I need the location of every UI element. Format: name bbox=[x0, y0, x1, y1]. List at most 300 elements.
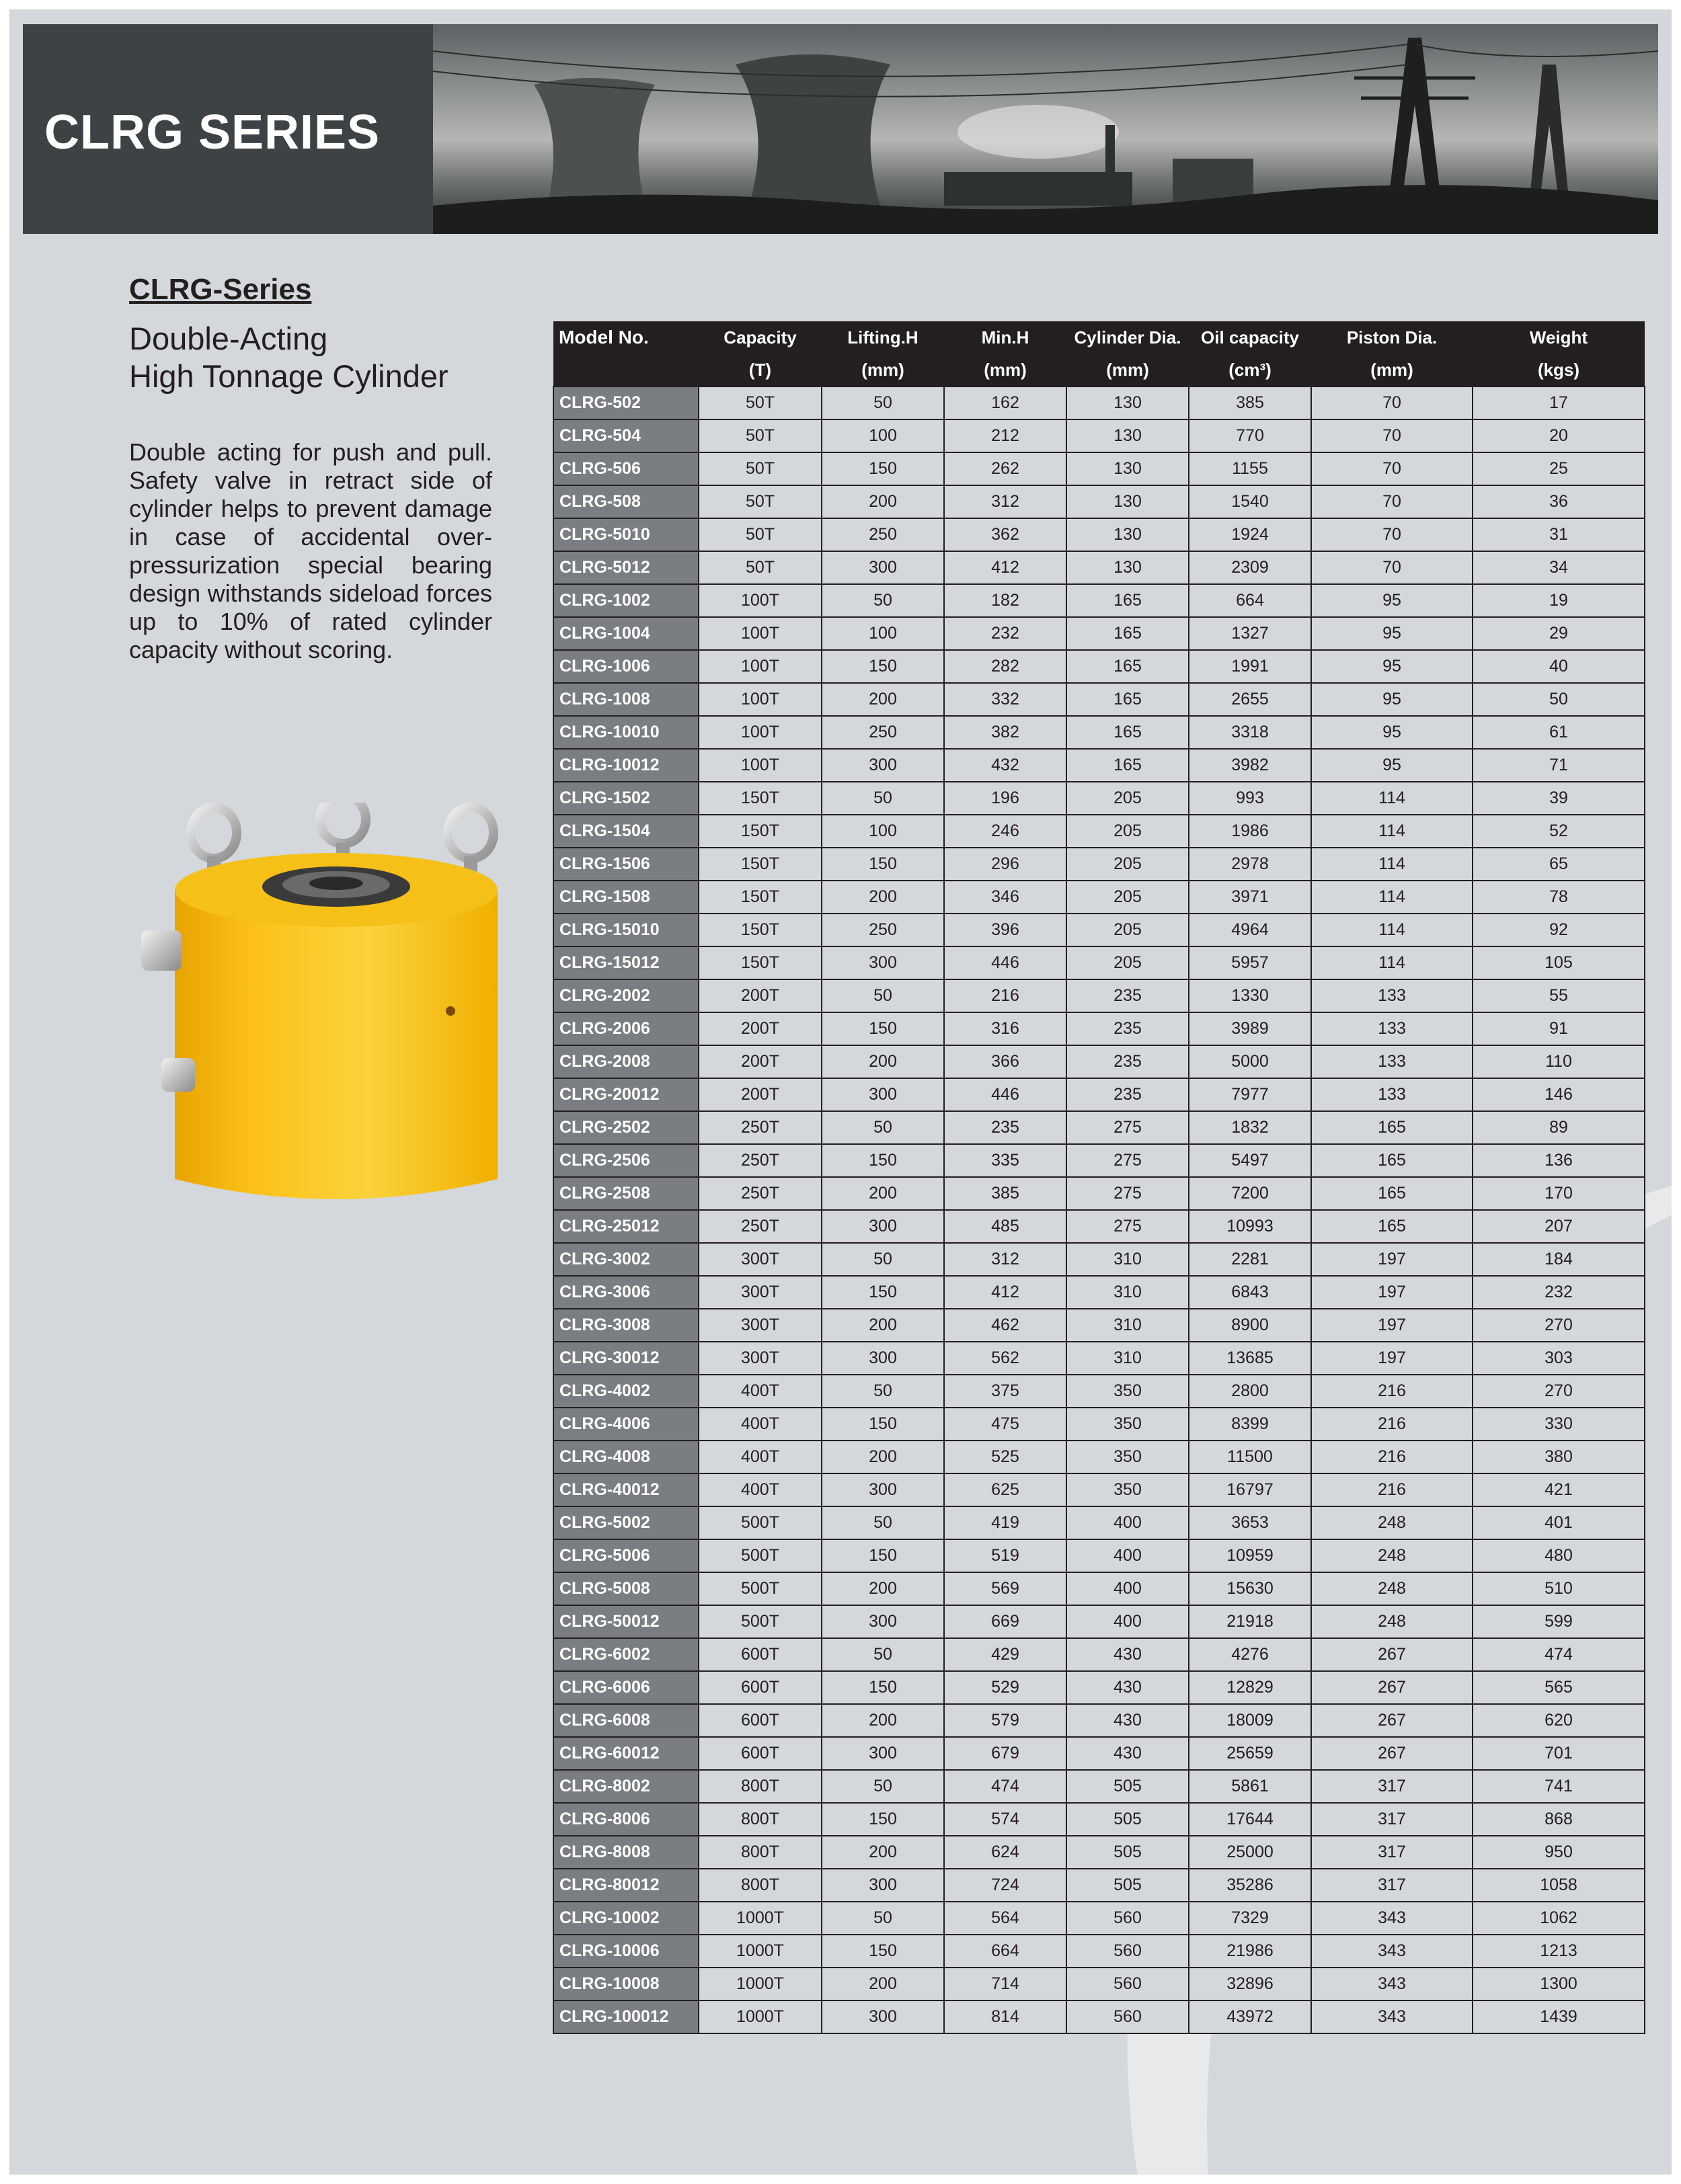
cell-cylinder-dia: 165 bbox=[1066, 617, 1189, 650]
cell-oil-capacity: 8399 bbox=[1189, 1408, 1311, 1441]
cell-capacity: 150T bbox=[699, 946, 822, 979]
header-model-no: Model No. bbox=[553, 321, 699, 354]
cell-capacity: 300T bbox=[699, 1276, 822, 1309]
cell-model-no: CLRG-100012 bbox=[553, 2000, 699, 2033]
cell-weight: 52 bbox=[1473, 815, 1645, 848]
cell-min-h: 625 bbox=[944, 1473, 1066, 1506]
cell-capacity: 600T bbox=[699, 1638, 822, 1671]
cell-lifting-h: 300 bbox=[822, 1869, 944, 1902]
cell-oil-capacity: 5957 bbox=[1189, 946, 1311, 979]
cell-weight: 1062 bbox=[1473, 1902, 1645, 1935]
cell-piston-dia: 95 bbox=[1311, 617, 1473, 650]
cell-model-no: CLRG-5012 bbox=[553, 551, 699, 584]
cell-capacity: 50T bbox=[699, 419, 822, 452]
cell-oil-capacity: 2800 bbox=[1189, 1375, 1311, 1408]
cell-min-h: 335 bbox=[944, 1144, 1066, 1177]
table-row bbox=[553, 1276, 1645, 1309]
cell-piston-dia: 133 bbox=[1311, 1045, 1473, 1078]
cell-min-h: 624 bbox=[944, 1836, 1066, 1869]
cell-lifting-h: 50 bbox=[822, 1375, 944, 1408]
cell-model-no: CLRG-3002 bbox=[553, 1243, 699, 1276]
cell-piston-dia: 114 bbox=[1311, 881, 1473, 914]
cell-oil-capacity: 1832 bbox=[1189, 1111, 1311, 1144]
cell-cylinder-dia: 275 bbox=[1066, 1177, 1189, 1210]
cell-min-h: 316 bbox=[944, 1012, 1066, 1045]
cell-oil-capacity: 13685 bbox=[1189, 1342, 1311, 1375]
cell-oil-capacity: 385 bbox=[1189, 387, 1311, 419]
table-row bbox=[553, 749, 1645, 782]
cell-min-h: 396 bbox=[944, 914, 1066, 946]
subtitle-line-1: Double-Acting bbox=[129, 321, 328, 356]
cell-min-h: 564 bbox=[944, 1902, 1066, 1935]
cell-cylinder-dia: 430 bbox=[1066, 1671, 1189, 1704]
cell-weight: 65 bbox=[1473, 848, 1645, 881]
cell-lifting-h: 50 bbox=[822, 979, 944, 1012]
cell-piston-dia: 343 bbox=[1311, 1968, 1473, 2000]
cell-weight: 474 bbox=[1473, 1638, 1645, 1671]
cell-weight: 17 bbox=[1473, 387, 1645, 419]
cell-cylinder-dia: 430 bbox=[1066, 1737, 1189, 1770]
cell-lifting-h: 300 bbox=[822, 1078, 944, 1111]
cell-oil-capacity: 3318 bbox=[1189, 716, 1311, 749]
title-block bbox=[23, 24, 433, 234]
cell-cylinder-dia: 130 bbox=[1066, 551, 1189, 584]
cell-piston-dia: 317 bbox=[1311, 1836, 1473, 1869]
cell-min-h: 419 bbox=[944, 1506, 1066, 1539]
cell-model-no: CLRG-3008 bbox=[553, 1309, 699, 1342]
cell-capacity: 500T bbox=[699, 1572, 822, 1605]
cell-cylinder-dia: 430 bbox=[1066, 1638, 1189, 1671]
cell-oil-capacity: 3653 bbox=[1189, 1506, 1311, 1539]
cell-min-h: 525 bbox=[944, 1441, 1066, 1473]
cell-piston-dia: 95 bbox=[1311, 683, 1473, 716]
table-row bbox=[553, 1803, 1645, 1836]
cell-weight: 599 bbox=[1473, 1605, 1645, 1638]
cell-model-no: CLRG-10010 bbox=[553, 716, 699, 749]
cell-min-h: 385 bbox=[944, 1177, 1066, 1210]
cell-weight: 184 bbox=[1473, 1243, 1645, 1276]
cell-oil-capacity: 6843 bbox=[1189, 1276, 1311, 1309]
cell-capacity: 250T bbox=[699, 1177, 822, 1210]
cell-weight: 29 bbox=[1473, 617, 1645, 650]
cell-cylinder-dia: 400 bbox=[1066, 1605, 1189, 1638]
cell-piston-dia: 343 bbox=[1311, 1935, 1473, 1968]
table-row bbox=[553, 1177, 1645, 1210]
header-row-1 bbox=[553, 321, 1645, 354]
cell-oil-capacity: 21918 bbox=[1189, 1605, 1311, 1638]
cell-model-no: CLRG-2506 bbox=[553, 1144, 699, 1177]
cell-cylinder-dia: 560 bbox=[1066, 1968, 1189, 2000]
cell-min-h: 475 bbox=[944, 1408, 1066, 1441]
cell-cylinder-dia: 165 bbox=[1066, 683, 1189, 716]
series-title: CLRG-Series bbox=[129, 273, 312, 306]
cell-oil-capacity: 2309 bbox=[1189, 551, 1311, 584]
cell-lifting-h: 200 bbox=[822, 1441, 944, 1473]
cell-oil-capacity: 5497 bbox=[1189, 1144, 1311, 1177]
table-row bbox=[553, 1144, 1645, 1177]
cell-min-h: 375 bbox=[944, 1375, 1066, 1408]
cell-weight: 1058 bbox=[1473, 1869, 1645, 1902]
cell-oil-capacity: 7977 bbox=[1189, 1078, 1311, 1111]
cell-weight: 146 bbox=[1473, 1078, 1645, 1111]
header-capacity: Capacity bbox=[699, 321, 822, 354]
cell-min-h: 669 bbox=[944, 1605, 1066, 1638]
cell-cylinder-dia: 560 bbox=[1066, 2000, 1189, 2033]
cell-capacity: 200T bbox=[699, 1012, 822, 1045]
unit-oil-capacity: (cm³) bbox=[1189, 354, 1311, 387]
cell-oil-capacity: 1986 bbox=[1189, 815, 1311, 848]
cell-min-h: 485 bbox=[944, 1210, 1066, 1243]
cell-piston-dia: 95 bbox=[1311, 716, 1473, 749]
cell-lifting-h: 300 bbox=[822, 1210, 944, 1243]
cell-oil-capacity: 16797 bbox=[1189, 1473, 1311, 1506]
table-row bbox=[553, 815, 1645, 848]
cell-piston-dia: 70 bbox=[1311, 419, 1473, 452]
cell-weight: 510 bbox=[1473, 1572, 1645, 1605]
cell-piston-dia: 267 bbox=[1311, 1737, 1473, 1770]
cell-model-no: CLRG-10002 bbox=[553, 1902, 699, 1935]
cell-capacity: 50T bbox=[699, 452, 822, 485]
cell-weight: 31 bbox=[1473, 518, 1645, 551]
cell-min-h: 529 bbox=[944, 1671, 1066, 1704]
cell-piston-dia: 197 bbox=[1311, 1309, 1473, 1342]
cell-model-no: CLRG-1506 bbox=[553, 848, 699, 881]
cell-min-h: 429 bbox=[944, 1638, 1066, 1671]
cell-oil-capacity: 1924 bbox=[1189, 518, 1311, 551]
cell-capacity: 500T bbox=[699, 1539, 822, 1572]
cell-model-no: CLRG-6008 bbox=[553, 1704, 699, 1737]
cell-cylinder-dia: 205 bbox=[1066, 782, 1189, 815]
cell-model-no: CLRG-506 bbox=[553, 452, 699, 485]
cell-weight: 19 bbox=[1473, 584, 1645, 617]
table-row bbox=[553, 848, 1645, 881]
cell-capacity: 1000T bbox=[699, 1902, 822, 1935]
cell-capacity: 1000T bbox=[699, 1968, 822, 2000]
cell-piston-dia: 317 bbox=[1311, 1803, 1473, 1836]
cylinder-product-image bbox=[134, 803, 511, 1219]
header-row-units bbox=[553, 354, 1645, 387]
cell-cylinder-dia: 310 bbox=[1066, 1276, 1189, 1309]
table-row bbox=[553, 1539, 1645, 1572]
cell-capacity: 50T bbox=[699, 518, 822, 551]
banner-illustration bbox=[433, 24, 1658, 234]
cell-lifting-h: 200 bbox=[822, 1309, 944, 1342]
cell-model-no: CLRG-5010 bbox=[553, 518, 699, 551]
cell-model-no: CLRG-8006 bbox=[553, 1803, 699, 1836]
cell-oil-capacity: 17644 bbox=[1189, 1803, 1311, 1836]
cell-min-h: 282 bbox=[944, 650, 1066, 683]
cell-piston-dia: 343 bbox=[1311, 1902, 1473, 1935]
cell-capacity: 800T bbox=[699, 1869, 822, 1902]
cell-lifting-h: 100 bbox=[822, 419, 944, 452]
cell-lifting-h: 100 bbox=[822, 815, 944, 848]
cell-piston-dia: 317 bbox=[1311, 1770, 1473, 1803]
unit-capacity: (T) bbox=[699, 354, 822, 387]
cell-model-no: CLRG-4008 bbox=[553, 1441, 699, 1473]
cell-oil-capacity: 664 bbox=[1189, 584, 1311, 617]
cell-cylinder-dia: 310 bbox=[1066, 1309, 1189, 1342]
cell-cylinder-dia: 350 bbox=[1066, 1441, 1189, 1473]
cell-piston-dia: 267 bbox=[1311, 1638, 1473, 1671]
cell-oil-capacity: 43972 bbox=[1189, 2000, 1311, 2033]
table-row bbox=[553, 782, 1645, 815]
cell-weight: 270 bbox=[1473, 1375, 1645, 1408]
cell-lifting-h: 200 bbox=[822, 1968, 944, 2000]
product-subtitle bbox=[129, 320, 506, 395]
cell-min-h: 182 bbox=[944, 584, 1066, 617]
table-row bbox=[553, 914, 1645, 946]
cell-capacity: 800T bbox=[699, 1803, 822, 1836]
cell-lifting-h: 150 bbox=[822, 1671, 944, 1704]
header-cylinder-dia: Cylinder Dia. bbox=[1066, 321, 1189, 354]
cell-piston-dia: 216 bbox=[1311, 1375, 1473, 1408]
cell-piston-dia: 70 bbox=[1311, 387, 1473, 419]
cell-min-h: 362 bbox=[944, 518, 1066, 551]
header bbox=[23, 24, 1658, 234]
cell-capacity: 300T bbox=[699, 1342, 822, 1375]
cell-weight: 303 bbox=[1473, 1342, 1645, 1375]
table-row bbox=[553, 881, 1645, 914]
cell-lifting-h: 200 bbox=[822, 1177, 944, 1210]
cell-oil-capacity: 1991 bbox=[1189, 650, 1311, 683]
cell-lifting-h: 300 bbox=[822, 946, 944, 979]
cell-oil-capacity: 3989 bbox=[1189, 1012, 1311, 1045]
cell-lifting-h: 50 bbox=[822, 782, 944, 815]
cell-lifting-h: 300 bbox=[822, 1473, 944, 1506]
cell-lifting-h: 150 bbox=[822, 1803, 944, 1836]
cell-weight: 34 bbox=[1473, 551, 1645, 584]
cell-cylinder-dia: 560 bbox=[1066, 1935, 1189, 1968]
cell-weight: 380 bbox=[1473, 1441, 1645, 1473]
cell-lifting-h: 150 bbox=[822, 1935, 944, 1968]
cell-lifting-h: 300 bbox=[822, 2000, 944, 2033]
cell-lifting-h: 300 bbox=[822, 1605, 944, 1638]
cell-cylinder-dia: 165 bbox=[1066, 584, 1189, 617]
table-row bbox=[553, 551, 1645, 584]
cell-piston-dia: 95 bbox=[1311, 584, 1473, 617]
cell-piston-dia: 165 bbox=[1311, 1210, 1473, 1243]
cell-min-h: 474 bbox=[944, 1770, 1066, 1803]
table-row bbox=[553, 1605, 1645, 1638]
table-row bbox=[553, 584, 1645, 617]
cell-model-no: CLRG-1502 bbox=[553, 782, 699, 815]
cell-cylinder-dia: 310 bbox=[1066, 1342, 1189, 1375]
cell-model-no: CLRG-5002 bbox=[553, 1506, 699, 1539]
cell-cylinder-dia: 165 bbox=[1066, 650, 1189, 683]
cell-model-no: CLRG-4002 bbox=[553, 1375, 699, 1408]
cell-min-h: 446 bbox=[944, 1078, 1066, 1111]
cell-model-no: CLRG-504 bbox=[553, 419, 699, 452]
cell-piston-dia: 165 bbox=[1311, 1177, 1473, 1210]
cell-piston-dia: 197 bbox=[1311, 1276, 1473, 1309]
cell-min-h: 332 bbox=[944, 683, 1066, 716]
cell-capacity: 250T bbox=[699, 1210, 822, 1243]
cell-lifting-h: 50 bbox=[822, 584, 944, 617]
cell-model-no: CLRG-1002 bbox=[553, 584, 699, 617]
cell-oil-capacity: 11500 bbox=[1189, 1441, 1311, 1473]
table-row bbox=[553, 1968, 1645, 2000]
cell-lifting-h: 100 bbox=[822, 617, 944, 650]
datasheet-page bbox=[9, 9, 1672, 2175]
cell-oil-capacity: 770 bbox=[1189, 419, 1311, 452]
cell-piston-dia: 114 bbox=[1311, 848, 1473, 881]
cell-cylinder-dia: 505 bbox=[1066, 1836, 1189, 1869]
table-row bbox=[553, 1210, 1645, 1243]
cell-min-h: 262 bbox=[944, 452, 1066, 485]
cell-model-no: CLRG-30012 bbox=[553, 1342, 699, 1375]
table-row bbox=[553, 683, 1645, 716]
cell-oil-capacity: 35286 bbox=[1189, 1869, 1311, 1902]
cell-model-no: CLRG-6006 bbox=[553, 1671, 699, 1704]
cell-weight: 1439 bbox=[1473, 2000, 1645, 2033]
cell-model-no: CLRG-1006 bbox=[553, 650, 699, 683]
cell-oil-capacity: 12829 bbox=[1189, 1671, 1311, 1704]
cell-piston-dia: 248 bbox=[1311, 1506, 1473, 1539]
cell-weight: 50 bbox=[1473, 683, 1645, 716]
cell-model-no: CLRG-8002 bbox=[553, 1770, 699, 1803]
cell-model-no: CLRG-2006 bbox=[553, 1012, 699, 1045]
cell-cylinder-dia: 275 bbox=[1066, 1210, 1189, 1243]
cell-weight: 36 bbox=[1473, 485, 1645, 518]
power-plant-banner-image bbox=[433, 24, 1658, 234]
cell-capacity: 150T bbox=[699, 815, 822, 848]
cell-model-no: CLRG-40012 bbox=[553, 1473, 699, 1506]
table-row bbox=[553, 1243, 1645, 1276]
cell-model-no: CLRG-6002 bbox=[553, 1638, 699, 1671]
header-min-h: Min.H bbox=[944, 321, 1066, 354]
product-description: Double acting for push and pull. Safety valve in retract side of cylinder helps to prevent damage in case of accidental over-pressurization special bearing design withstands sideload forces up to 10% of rated cylinder capacity without scoring. bbox=[129, 438, 492, 663]
cell-model-no: CLRG-10006 bbox=[553, 1935, 699, 1968]
table-row bbox=[553, 1342, 1645, 1375]
cell-oil-capacity: 10959 bbox=[1189, 1539, 1311, 1572]
cell-model-no: CLRG-80012 bbox=[553, 1869, 699, 1902]
cell-min-h: 232 bbox=[944, 617, 1066, 650]
cell-min-h: 312 bbox=[944, 1243, 1066, 1276]
cell-lifting-h: 300 bbox=[822, 749, 944, 782]
cell-model-no: CLRG-10008 bbox=[553, 1968, 699, 2000]
cell-capacity: 50T bbox=[699, 387, 822, 419]
cell-oil-capacity: 10993 bbox=[1189, 1210, 1311, 1243]
table-row bbox=[553, 617, 1645, 650]
cell-capacity: 100T bbox=[699, 716, 822, 749]
cell-cylinder-dia: 205 bbox=[1066, 946, 1189, 979]
cell-capacity: 300T bbox=[699, 1243, 822, 1276]
cell-piston-dia: 267 bbox=[1311, 1704, 1473, 1737]
cell-model-no: CLRG-20012 bbox=[553, 1078, 699, 1111]
hydraulic-cylinder-illustration bbox=[134, 803, 511, 1219]
cell-weight: 40 bbox=[1473, 650, 1645, 683]
cell-capacity: 800T bbox=[699, 1836, 822, 1869]
cell-model-no: CLRG-508 bbox=[553, 485, 699, 518]
cell-oil-capacity: 3982 bbox=[1189, 749, 1311, 782]
table-row bbox=[553, 419, 1645, 452]
cell-weight: 39 bbox=[1473, 782, 1645, 815]
cell-capacity: 150T bbox=[699, 782, 822, 815]
cell-weight: 55 bbox=[1473, 979, 1645, 1012]
cell-model-no: CLRG-15012 bbox=[553, 946, 699, 979]
table-row bbox=[553, 1770, 1645, 1803]
cell-capacity: 1000T bbox=[699, 1935, 822, 1968]
table-row bbox=[553, 485, 1645, 518]
cell-piston-dia: 114 bbox=[1311, 946, 1473, 979]
table-row bbox=[553, 946, 1645, 979]
cell-oil-capacity: 2281 bbox=[1189, 1243, 1311, 1276]
cell-cylinder-dia: 130 bbox=[1066, 419, 1189, 452]
cell-weight: 565 bbox=[1473, 1671, 1645, 1704]
cell-weight: 25 bbox=[1473, 452, 1645, 485]
cell-model-no: CLRG-1004 bbox=[553, 617, 699, 650]
cell-oil-capacity: 2978 bbox=[1189, 848, 1311, 881]
cell-capacity: 400T bbox=[699, 1473, 822, 1506]
cell-piston-dia: 248 bbox=[1311, 1572, 1473, 1605]
cell-capacity: 150T bbox=[699, 881, 822, 914]
cell-model-no: CLRG-3006 bbox=[553, 1276, 699, 1309]
cell-lifting-h: 50 bbox=[822, 1770, 944, 1803]
cell-piston-dia: 317 bbox=[1311, 1869, 1473, 1902]
cell-piston-dia: 95 bbox=[1311, 650, 1473, 683]
cell-min-h: 412 bbox=[944, 1276, 1066, 1309]
cell-weight: 480 bbox=[1473, 1539, 1645, 1572]
table-row bbox=[553, 1506, 1645, 1539]
cell-cylinder-dia: 275 bbox=[1066, 1144, 1189, 1177]
cell-weight: 270 bbox=[1473, 1309, 1645, 1342]
cell-oil-capacity: 18009 bbox=[1189, 1704, 1311, 1737]
cell-min-h: 714 bbox=[944, 1968, 1066, 2000]
cell-lifting-h: 200 bbox=[822, 485, 944, 518]
cell-weight: 1300 bbox=[1473, 1968, 1645, 2000]
cell-lifting-h: 50 bbox=[822, 1638, 944, 1671]
cell-weight: 741 bbox=[1473, 1770, 1645, 1803]
cell-oil-capacity: 15630 bbox=[1189, 1572, 1311, 1605]
cell-weight: 71 bbox=[1473, 749, 1645, 782]
cell-capacity: 100T bbox=[699, 683, 822, 716]
cell-lifting-h: 150 bbox=[822, 1144, 944, 1177]
cell-piston-dia: 216 bbox=[1311, 1473, 1473, 1506]
cell-piston-dia: 216 bbox=[1311, 1441, 1473, 1473]
cell-cylinder-dia: 400 bbox=[1066, 1506, 1189, 1539]
cell-cylinder-dia: 400 bbox=[1066, 1572, 1189, 1605]
table-row bbox=[553, 452, 1645, 485]
cell-piston-dia: 70 bbox=[1311, 485, 1473, 518]
cell-capacity: 150T bbox=[699, 848, 822, 881]
cell-min-h: 462 bbox=[944, 1309, 1066, 1342]
cell-piston-dia: 165 bbox=[1311, 1111, 1473, 1144]
cell-capacity: 500T bbox=[699, 1506, 822, 1539]
cell-min-h: 312 bbox=[944, 485, 1066, 518]
cell-piston-dia: 114 bbox=[1311, 782, 1473, 815]
table-row bbox=[553, 979, 1645, 1012]
cell-min-h: 216 bbox=[944, 979, 1066, 1012]
cell-cylinder-dia: 350 bbox=[1066, 1408, 1189, 1441]
cell-min-h: 579 bbox=[944, 1704, 1066, 1737]
table-row bbox=[553, 1869, 1645, 1902]
table-row bbox=[553, 1441, 1645, 1473]
cell-min-h: 724 bbox=[944, 1869, 1066, 1902]
cell-oil-capacity: 4964 bbox=[1189, 914, 1311, 946]
cell-piston-dia: 70 bbox=[1311, 452, 1473, 485]
unit-lifting-h: (mm) bbox=[822, 354, 944, 387]
cell-min-h: 574 bbox=[944, 1803, 1066, 1836]
table-row bbox=[553, 1638, 1645, 1671]
cell-lifting-h: 50 bbox=[822, 1111, 944, 1144]
cell-weight: 232 bbox=[1473, 1276, 1645, 1309]
table-row bbox=[553, 1902, 1645, 1935]
cell-model-no: CLRG-1008 bbox=[553, 683, 699, 716]
cell-piston-dia: 133 bbox=[1311, 1012, 1473, 1045]
cell-piston-dia: 70 bbox=[1311, 518, 1473, 551]
cell-cylinder-dia: 235 bbox=[1066, 979, 1189, 1012]
cell-weight: 170 bbox=[1473, 1177, 1645, 1210]
